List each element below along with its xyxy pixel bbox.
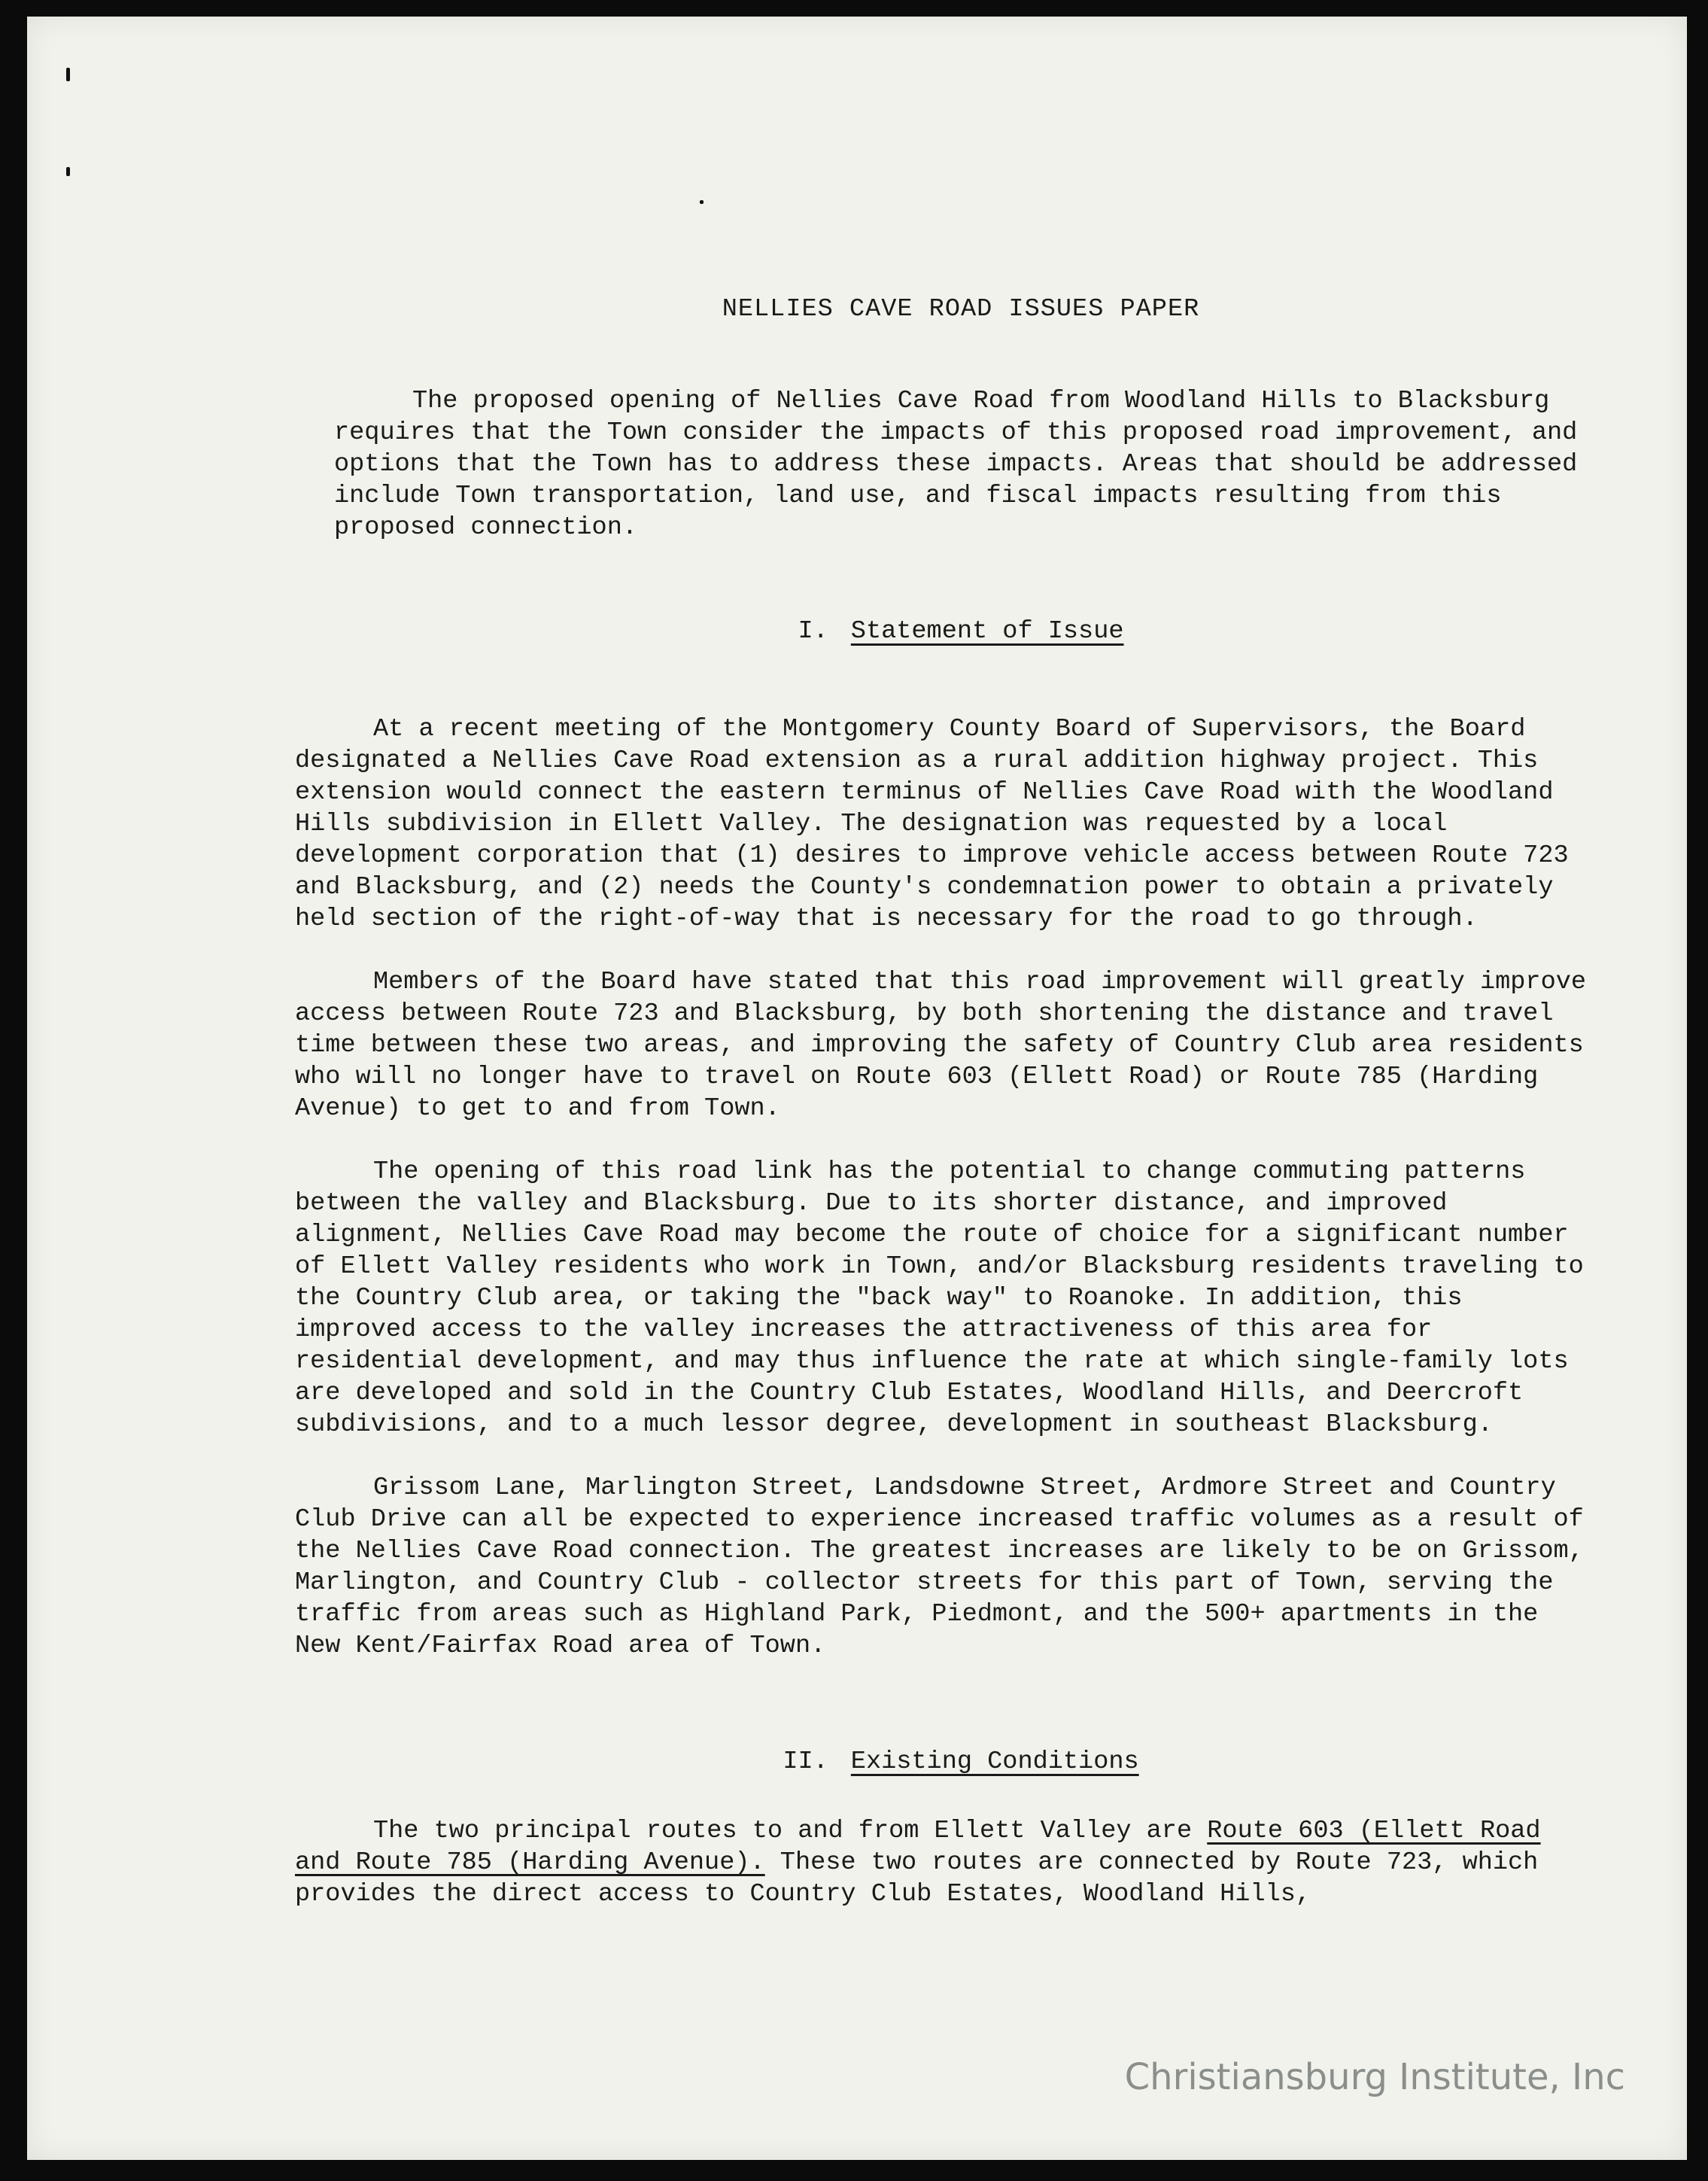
- section-2-paragraph: [295, 1815, 1597, 1910]
- section-1-paragraph: Members of the Board have stated that this road improvement will greatly improve access between Route 723 and Blacksburg, by both shortening the distance and travel time between these two areas, and improving the safety of Country Club area residents who will no longer have to travel on Route 603 (Ellett Road) or Route 785 (Harding Avenue) to get to and from Town.: [295, 968, 1587, 1123]
- section-1-title: Statement of Issue: [850, 617, 1124, 646]
- section-2-heading: [295, 1746, 1597, 1778]
- section-2-text-end: These two routes are connected by Route 723, which provides the direct access to Country Club Estates, Woodland Hills,: [295, 1848, 1539, 1909]
- section-2-text-start: The two principal routes to and from Ellett Valley are: [373, 1817, 1208, 1845]
- document-body: [295, 294, 1597, 1942]
- margin-mark: [700, 200, 704, 204]
- section-2-title: Existing Conditions: [850, 1748, 1139, 1776]
- watermark: Christiansburg Institute, Inc: [1124, 2056, 1625, 2098]
- intro-paragraph: The proposed opening of Nellies Cave Road from Woodland Hills to Blacksburg requires that the Town consider the impacts of this proposed road improvement, and options that the Town has to address these impacts. Areas that should be addressed include Town transportation, land use, and fiscal impacts resulting from this proposed connection.: [334, 387, 1578, 542]
- margin-mark: [66, 167, 70, 176]
- section-1-number: I.: [798, 617, 828, 646]
- section-2-number: II.: [783, 1748, 828, 1776]
- section-1-paragraph: At a recent meeting of the Montgomery County Board of Supervisors, the Board designated a Nellies Cave Road extension as a rural addition highway project. This extension would connect the eastern terminus of Nellies Cave Road with the Woodland Hills subdivision in Ellett Valley. The designation was requested by a local development corporation that (1) desires to improve vehicle access between Route 723 and Blacksburg, and (2) needs the County's condemnation power to obtain a privately held section of the right-of-way that is necessary for the road to go through.: [295, 715, 1569, 933]
- section-1-heading: [295, 616, 1597, 647]
- section-2-underlined-routes: Route 603 (Ellett Road and Route 785 (Harding Avenue).: [295, 1817, 1541, 1877]
- section-1-paragraph: The opening of this road link has the potential to change commuting patterns between the valley and Blacksburg. Due to its shorter distance, and improved alignment, Nellies Cave Road may become the route of choice for a significant number of Ellett Valley residents who work in Town, and/or Blacksburg residents traveling to the Country Club area, or taking the "back way" to Roanoke. In addition, this improved access to the valley increases the attractiveness of this area for residential development, and may thus influence the rate at which single-family lots are developed and sold in the Country Club Estates, Woodland Hills, and Deercroft subdivisions, and to a much lessor degree, development in southeast Blacksburg.: [295, 1157, 1584, 1439]
- document-title: NELLIES CAVE ROAD ISSUES PAPER: [722, 295, 1200, 324]
- section-1-paragraph: Grissom Lane, Marlington Street, Landsdowne Street, Ardmore Street and Country Club Drive can all be expected to experience increased traffic volumes as a result of the Nellies Cave Road connection. The greatest increases are likely to be on Grissom, Marlington, and Country Club - collector streets for this part of Town, serving the traffic from areas such as Highland Park, Piedmont, and the 500+ apartments in the New Kent/Fairfax Road area of Town.: [295, 1474, 1584, 1660]
- margin-mark: [66, 68, 70, 81]
